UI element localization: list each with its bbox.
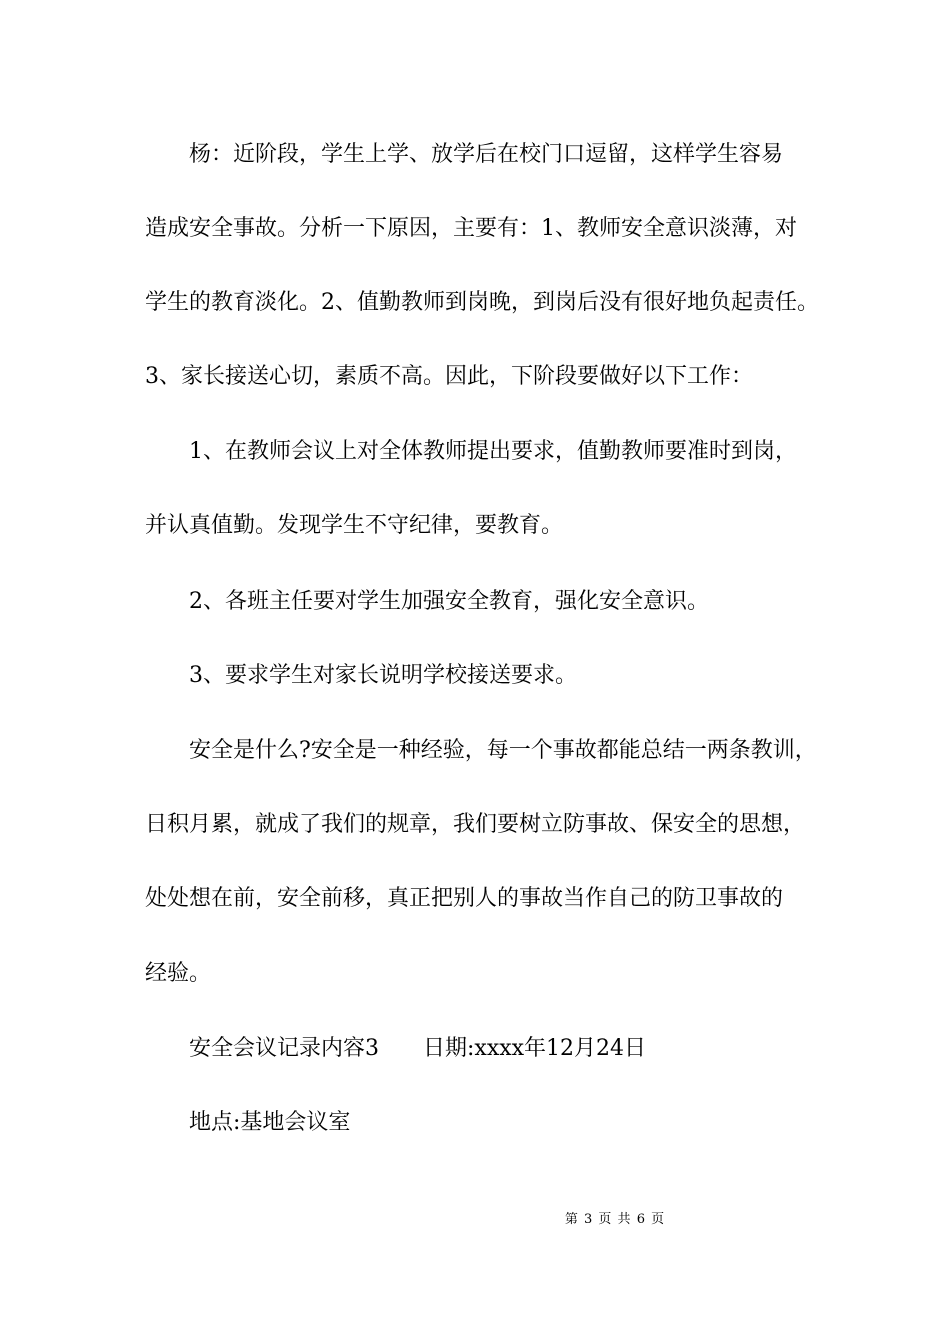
- record-title: 安全会议记录内容3: [189, 1036, 379, 1061]
- paragraph-line: 造成安全事故。分析一下原因，主要有：1、教师安全意识淡薄，对: [145, 216, 797, 241]
- paragraph-line: 经验。: [145, 961, 212, 986]
- page-number: 第 3 页 共 6 页: [564, 1212, 666, 1227]
- paragraph-line: 日积月累，就成了我们的规章，我们要树立防事故、保安全的思想，: [145, 812, 806, 837]
- record-header-line: [189, 1034, 646, 1064]
- paragraph-line: 1、在教师会议上对全体教师提出要求，值勤教师要准时到岗，: [189, 439, 797, 464]
- location-line: 地点:基地会议室: [189, 1110, 351, 1135]
- paragraph-line: 并认真值勤。发现学生不守纪律，要教育。: [145, 513, 564, 538]
- record-date: 日期:xxxx年12月24日: [423, 1036, 647, 1061]
- paragraph-line: 处处想在前，安全前移，真正把别人的事故当作自己的防卫事故的: [145, 886, 784, 911]
- paragraph-line: 杨：近阶段，学生上学、放学后在校门口逗留，这样学生容易: [189, 142, 784, 167]
- paragraph-line: 学生的教育淡化。2、值勤教师到岗晚，到岗后没有很好地负起责任。: [145, 290, 819, 315]
- paragraph-line: 3、要求学生对家长说明学校接送要求。: [189, 663, 577, 688]
- page-footer: [0, 1211, 950, 1229]
- paragraph-line: 2、各班主任要对学生加强安全教育，强化安全意识。: [189, 589, 709, 614]
- paragraph-line: 3、家长接送心切，素质不高。因此，下阶段要做好以下工作：: [145, 364, 753, 389]
- paragraph-line: 安全是什么?安全是一种经验，每一个事故都能总结一两条教训，: [189, 738, 817, 763]
